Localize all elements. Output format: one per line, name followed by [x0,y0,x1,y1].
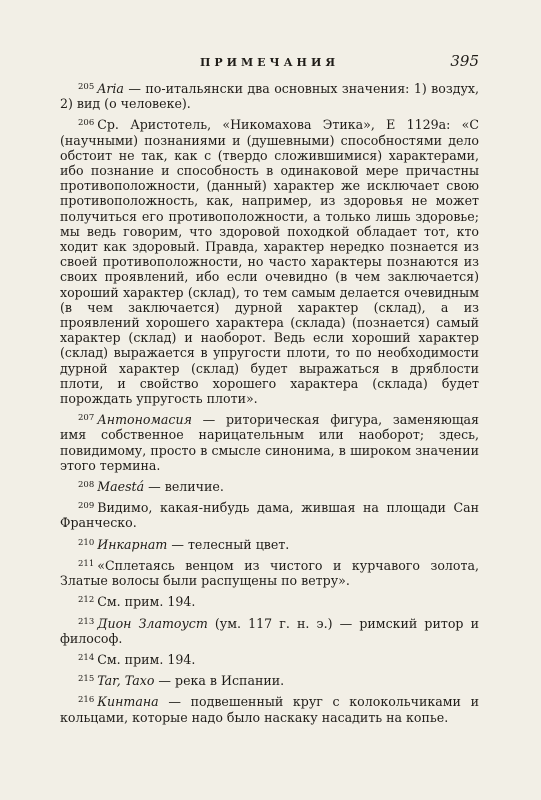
note-text: (ум. 117 г. н. э.) — римский ритор и философ. [60,615,479,646]
note-207 [60,411,479,473]
note-number: 210 [78,537,95,548]
note-number: 211 [78,558,95,569]
note-number: 206 [78,118,95,129]
notes-list [60,80,479,725]
note-208 [60,478,479,494]
note-number: 207 [78,413,95,424]
note-term: Aria [97,81,124,96]
note-text: — по-итальянски два основных значения: 1) воздух, 2) вид (о человеке). [60,81,479,112]
page-number: 395 [450,52,479,70]
note-term: Антономасия [97,412,192,428]
note-209 [60,499,479,530]
note-number: 215 [78,674,95,685]
note-text: — река в Испании. [154,673,285,689]
note-term: Инкарнат [97,536,168,552]
note-term: Tar, Taxo [97,673,155,689]
note-term: Maestá [97,479,145,495]
note-text: «Сплетаясь венцом из чистого и курчавого золота, Златые волосы были распущены по ветру». [60,557,479,589]
note-number: 216 [78,695,95,706]
note-term: Кинтана [97,694,159,710]
note-text: — подвешенный круг с колокольчиками и кольцами, которые надо было наскаку насадить на копье. [60,694,479,725]
note-211 [60,557,479,588]
note-number: 214 [78,652,95,663]
note-215 [60,672,479,688]
note-term: Дион Златоуст [97,615,208,631]
note-216 [60,693,479,724]
note-text: См. прим. 194. [97,651,196,667]
note-number: 205 [78,82,95,92]
note-206 [60,116,479,406]
note-number: 208 [78,480,95,491]
note-205 [60,80,479,111]
note-text: Видимо, какая-нибудь дама, жившая на площади Сан Франческо. [60,500,479,531]
page-header [60,52,479,74]
note-text: См. прим. 194. [97,594,196,610]
note-number: 212 [78,595,95,606]
note-text: Ср. Аристотель, «Никомахова Этика», E 1129a: «С (научными) познаниями и (душевными) способностями дело обстоит не так, как с (твердо сложившимися) характерами, ибо познание и способность в одинаковой мере причастны противоположности, (данный) характер же исключает свою противоположность, как, например, из здоровья не может получиться его противоположности, а только лишь здоровье; мы ведь говорим, что здоровой походкой обладает тот, кто ходит как здоровый. Правда, характер нередко познается из своей противоположности, но часто характеры познаются из своих проявлений, ибо если очевидно (в чем заключается) хороший характер (склад), то тем самым делается очевидным (в чем заключается) дурной характер (склад), а из проявлений хорошего характера (склада) (познается) самый характер (склад) и наоборот. Ведь если хороший характер (склад) выражается в упругости плоти, то по необходимости дурной характер (склад) будет выражаться в дряблости плоти, и свойство хорошего характера (склада) будет порождать упругость плоти». [60,117,479,407]
note-text: — риторическая фигура, заменяющая имя собственное нарицательным или наоборот; здесь, повидимому, просто в смысле синонима, в широком значении этого термина. [60,412,479,473]
note-214 [60,651,479,667]
note-text: — телесный цвет. [167,536,290,552]
note-text: — величие. [144,479,224,495]
note-212 [60,593,479,609]
note-210 [60,536,479,552]
running-head: ПРИМЕЧАНИЯ [199,56,340,69]
note-number: 209 [78,501,95,512]
note-213 [60,615,479,646]
note-number: 213 [78,616,95,627]
